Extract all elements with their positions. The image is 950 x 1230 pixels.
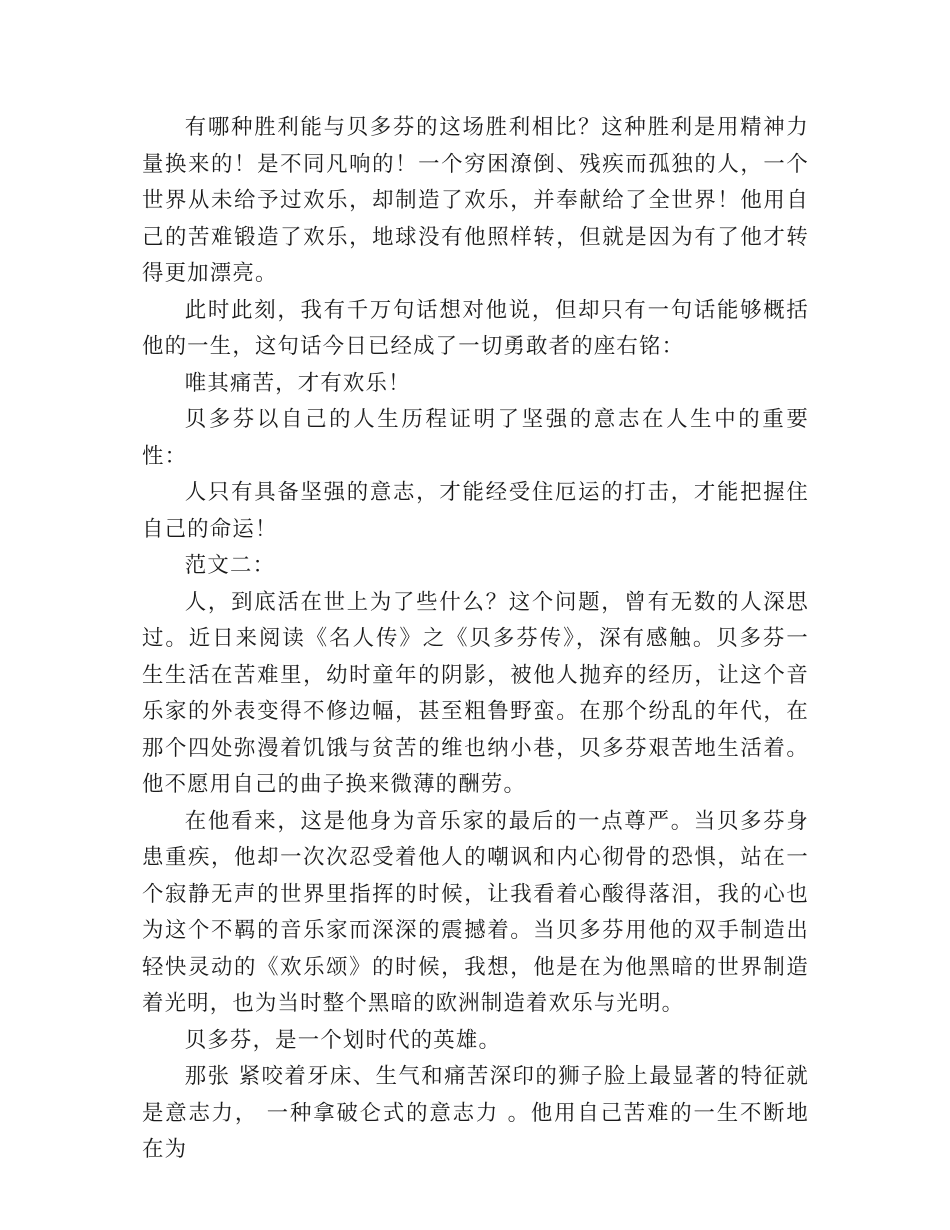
paragraph-10: 那张 紧咬着牙床、生气和痛苦深印的狮子脸上最显著的特征就是意志力， 一种拿破仑式的意志力 。他用自己苦难的一生不断地在为 [142,1064,809,1162]
paragraph-1: 有哪种胜利能与贝多芬的这场胜利相比？这种胜利是用精神力量换来的！是不同凡响的！一个穷困潦倒、残疾而孤独的人，一个世界从未给予过欢乐，却制造了欢乐，并奉献给了全世界！他用自己的苦难锻造了欢乐，地球没有他照样转，但就是因为有了他才转得更加漂亮。 [142,115,809,286]
paragraph-3: 唯其痛苦，才有欢乐！ [184,370,411,396]
paragraph-7: 人，到底活在世上为了些什么？这个问题，曾有无数的人深思过。近日来阅读《名人传》之《贝多芬传》，深有感触。贝多芬一生生活在苦难里，幼时童年的阴影，被他人抛弃的经历，让这个音乐家的外表变得不修边幅，甚至粗鲁野蛮。在那个纷乱的年代，在那个四处弥漫着饥饿与贫苦的维也纳小巷，贝多芬艰苦地生活着。他不愿用自己的曲子换来微薄的酬劳。 [142,589,809,797]
paragraph-5: 人只有具备坚强的意志，才能经受住厄运的打击，才能把握住自己的命运！ [142,480,809,542]
paragraph-9: 贝多芬，是一个划时代的英雄。 [184,1027,502,1053]
paragraph-2: 此时此刻，我有千万句话想对他说，但却只有一句话能够概括他的一生，这句话今日已经成了一切勇敢者的座右铭： [142,297,809,359]
paragraph-4: 贝多芬以自己的人生历程证明了坚强的意志在人生中的重要性： [142,407,809,469]
document-body [142,110,809,1169]
paragraph-8: 在他看来，这是他身为音乐家的最后的一点尊严。当贝多芬身患重疾，他却一次次忍受着他人的嘲讽和内心彻骨的恐惧，站在一个寂静无声的世界里指挥的时候，让我看着心酸得落泪，我的心也为这个不羁的音乐家而深深的震撼着。当贝多芬用他的双手制造出轻快灵动的《欢乐颂》的时候，我想，他是在为他黑暗的世界制造着光明，也为当时整个黑暗的欧洲制造着欢乐与光明。 [142,808,809,1016]
section-heading-sample-two: 范文二： [184,553,276,578]
